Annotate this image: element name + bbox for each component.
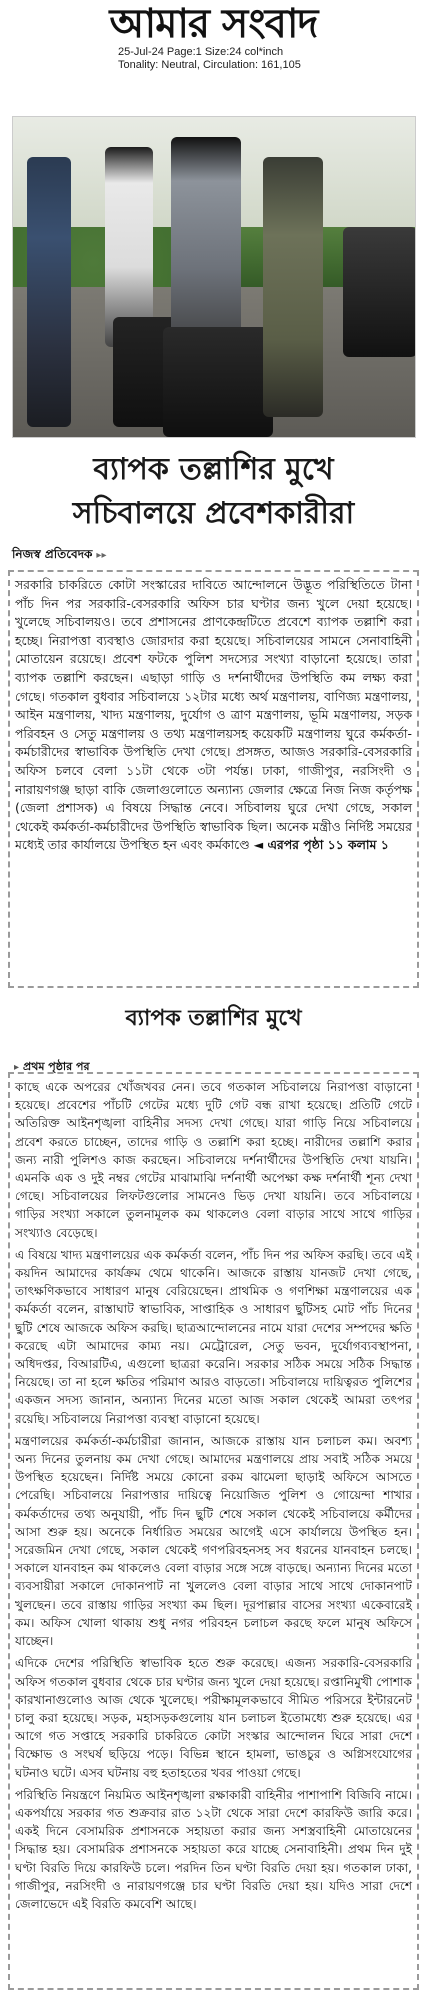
photo-rider-2 bbox=[171, 137, 241, 357]
from-page-text: প্রথম পৃষ্ঠার পর bbox=[23, 1060, 90, 1073]
continuation-article-box bbox=[8, 1072, 419, 1990]
lead-paragraph bbox=[15, 576, 412, 855]
clipping-meta-date-page: 25-Jul-24 Page:1 Size:24 col*inch bbox=[118, 46, 284, 58]
lead-article-box bbox=[8, 570, 419, 988]
continuation-paragraph-5: পরিস্থিতি নিয়ন্ত্রণে নিয়মিত আইনশৃঙ্খলা রক্ষাকারী বাহিনীর পাশাপাশি বিজিবি নামে। একপর্যায়ে সরকার গত শুক্রবার রাত ১২টা থেকে সারা দেশে কারফিউ জারি করে। একই দিনে বেসামরিক প্রশাসনকে সহায়তা করার জন্য সশস্ত্রবাহিনী মোতায়েনের সিদ্ধান্ত হয়। বেসামরিক প্রশাসনকে সহায়তা করে যাচ্ছে সেনাবাহিনী। প্রথম দিন দুই ঘণ্টা বিরতি দিয়ে কারফিউ চলে। পরদিন তিন ঘণ্টা বিরতি দেয়া হয়। গতকাল ঢাকা, গাজীপুর, নরসিংদী ও নারায়ণগঞ্জে চার ঘণ্টা বিরতি দেয়া হয়। যদিও সারা দেশে জেলাভেদে এই বিরতি কমবেশি আছে। bbox=[15, 1787, 412, 1911]
photo-motorcycle-3 bbox=[343, 227, 416, 357]
headline-line-2: সচিবালয়ে প্রবেশকারীরা bbox=[72, 496, 355, 531]
continued-on-note: ◄ এরপর পৃষ্ঠা ১১ কলাম ১ bbox=[253, 837, 389, 853]
continuation-heading: ব্যাপক তল্লাশির মুখে bbox=[125, 1006, 302, 1031]
continuation-paragraph-4: এদিকে দেশের পরিস্থিতি স্বাভাবিক হতে শুরু করেছে। এজন্য সরকারি-বেসরকারি অফিস গতকাল বুধবার থেকে চার ঘণ্টার জন্য খুলে দেয়া হয়েছে। রপ্তানিমুখী পোশাক কারখানাগুলোও আজ থেকে খুলেছে। পরীক্ষামূলকভাবে সীমিত পরিসরে ইন্টারনেট চালু করা হয়েছে। সড়ক, মহাসড়কগুলোয় যান চলাচল ইতোমধ্যে শুরু হয়েছে। এর আগে গত সপ্তাহে সরকারি চাকরিতে কোটা সংস্কার আন্দোলন ঘিরে সারা দেশে বিক্ষোভ ও সংঘর্ষ ছড়িয়ে পড়ে। বিভিন্ন স্থানে হামলা, ভাঙচুর ও অগ্নিসংযোগের ঘটনাও ঘটে। এসব ঘটনায় বহু হতাহতের খবর পাওয়া গেছে। bbox=[15, 1656, 412, 1780]
main-headline bbox=[0, 448, 427, 536]
from-page-arrow-icon: ▸ bbox=[14, 1062, 20, 1073]
continuation-paragraph-1: কাছে একে অপরের খোঁজখবর নেন। তবে গতকাল সচিবালয়ে নিরাপত্তা বাড়ানো হয়েছে। প্রবেশের পাঁচটি গেটের মধ্যে দুটি গেট বন্ধ রাখা হয়েছে। প্রতিটি গেটে অতিরিক্ত আইনশৃঙ্খলা বাহিনীর সদস্য দেখা গেছে। যারা গাড়ি নিয়ে সচিবালয়ে প্রবেশ করতে চাচ্ছেন, তাদের গাড়ি ও তল্লাশি করা হচ্ছে। নারীদের তল্লাশি করার জন্য নারী পুলিশও কাজ করছেন। সচিবালয়ে দর্শনার্থীদের উপস্থিতি দেখা যায়নি। এমনকি এক ও দুই নম্বর গেটের মাঝামাঝি দর্শনার্থী অপেক্ষা কক্ষ দর্শনার্থী শূন্য দেখা গেছে। সচিবালয়ের লিফটগুলোর সামনেও ভিড় দেখা যায়নি। তবে সচিবালয়ে গাড়ির সংখ্যা সকালে তুলনামূলক কম থাকলেও বেলা বাড়ার সাথে সাথে গাড়ির সংখ্যাও বেড়েছে। bbox=[15, 1080, 412, 1240]
photo-soldier bbox=[263, 157, 323, 417]
masthead bbox=[0, 0, 427, 112]
byline-text: নিজস্ব প্রতিবেদক bbox=[12, 547, 93, 561]
photo-motorcycle-2 bbox=[163, 327, 273, 437]
news-photo bbox=[12, 116, 416, 438]
byline-arrow-icon: ▸▸ bbox=[96, 550, 107, 561]
newspaper-logo: আমার সংবাদ bbox=[109, 0, 318, 47]
clipping-meta-tonality: Tonality: Neutral, Circulation: 161,105 bbox=[118, 59, 301, 71]
lead-text: সরকারি চাকরিতে কোটা সংস্কারের দাবিতে আন্দোলনে উদ্ভূত পরিস্থিতিতে টানা পাঁচ দিন পর সরকারি-বেসরকারি অফিস চার ঘণ্টার জন্য খুলে দেয়া হয়েছে। খুলেছে সচিবালয়ও। তবে প্রশাসনের প্রাণকেন্দ্রটিতে প্রবেশে ব্যাপক তল্লাশি করা হচ্ছে। নিরাপত্তা ব্যবস্থাও জোরদার করা হয়েছে। সচিবালয়ের সামনে সেনাবাহিনী মোতায়েন রয়েছে। প্রবেশ ফটকে পুলিশ সদস্যের সংখ্যা বাড়ানো হয়েছে। তারা ব্যাপক তল্লাশি করছেন। এছাড়া গাড়ি ও দর্শনার্থীদের উপস্থিতি কম লক্ষ্য করা গেছে। গতকাল বুধবার সচিবালয়ে ১২টার মধ্যে অর্থ মন্ত্রণালয়, বাণিজ্য মন্ত্রণালয়, আইন মন্ত্রণালয়, খাদ্য মন্ত্রণালয়, দুর্যোগ ও ত্রাণ মন্ত্রণালয়, ভূমি মন্ত্রণালয়, সড়ক পরিবহন ও সেতু মন্ত্রণালয় ও তথ্য মন্ত্রণালয়সহ কয়েকটি মন্ত্রণালয় ঘুরে কর্মকর্তা-কর্মচারীদের স্বাভাবিক উপস্থিতি দেখা গেছে। প্রসঙ্গত, আজও সরকারি-বেসরকারি অফিস চলবে বেলা ১১টা থেকে ৩টা পর্যন্ত। ঢাকা, গাজীপুর, নরসিংদী ও নারায়ণগঞ্জ ছাড়া বাকি জেলাগুলোতে অন্যান্য জেলার ক্ষেত্রে নিজ নিজ কর্তৃপক্ষ (জেলা প্রশাসক) এ বিষয়ে সিদ্ধান্ত নেবে। সচিবালয় ঘুরে দেখা গেছে, সকাল থেকেই কর্মকর্তা-কর্মচারীদের উপস্থিতি স্বাভাবিক ছিল। অনেক মন্ত্রীও নির্দিষ্ট সময়ের মধ্যেই তার কার্যালয়ে উপস্থিত হন এবং কর্মকাণ্ডে bbox=[15, 577, 412, 853]
headline-line-1: ব্যাপক তল্লাশির মুখে bbox=[93, 452, 334, 487]
continuation-paragraph-3: মন্ত্রণালয়ের কর্মকর্তা-কর্মচারীরা জানান, আজকে রাস্তায় যান চলাচল কম। অবশ্য অন্য দিনের তুলনায় কম দেখা গেছে। আমাদের মন্ত্রণালয়ে প্রায় সবাই সঠিক সময়ে উপস্থিত হয়েছেন। নির্দিষ্ট সময়ে কোনো রকম ঝামেলা ছাড়াই অফিসে আসতে পেরেছি। সচিবালয়ে নিরাপত্তার দায়িত্বে নিয়োজিত পুলিশ ও গোয়েন্দা শাখার কর্মকর্তাদের তথ্য অনুযায়ী, পাঁচ দিন ছুটি শেষে সকাল থেকেই সচিবালয়ে কর্মীদের আসা শুরু হয়। অনেকে নির্ধারিত সময়ের আগেই এসে কার্যালয়ে উপস্থিত হন। সরেজমিন দেখা গেছে, সকাল থেকেই গণপরিবহনসহ সব ধরনের যানবাহন চলছে। সকালে যানবাহন কম থাকলেও বেলা বাড়ার সঙ্গে সঙ্গে বাড়ছে। অন্যান্য দিনের মতো ব্যবসায়ীরা সকালে দোকানপাট না খুললেও বেলা বাড়ার সাথে সাথে দোকানপাট খুলছেন। তবে রাস্তায় গাড়ির সংখ্যা কম ছিল। দূরপাল্লার বাসের সংখ্যা একেবারেই কম। অফিস খোলা থাকায় শুধু নগর পরিবহন চলাচল করছে ফলে মানুষ অফিসে যাচ্ছেন। bbox=[15, 1433, 412, 1649]
photo-police-officer bbox=[27, 157, 71, 427]
continuation-paragraph-2: এ বিষয়ে খাদ্য মন্ত্রণালয়ের এক কর্মকর্তা বলেন, পাঁচ দিন পর অফিস করছি। তবে এই কয়দিন আমাদের কার্যক্রম থেমে থাকেনি। আজকে রাস্তায় যানজট দেখা গেছে, তাৎক্ষণিকভাবে সাধারণ মানুষ বেরিয়েছেন। প্রাথমিক ও গণশিক্ষা মন্ত্রণালয়ের এক কর্মকর্তা বলেন, রাস্তাঘাট স্বাভাবিক, সাপ্তাহিক ও সাধারণ ছুটিসহ মোট পাঁচ দিনের ছুটি শেষে আজকে অফিস করছি। ছাত্রআন্দোলনের নামে যারা দেশের সম্পদের ক্ষতি করেছে এটা আমাদের কাম্য নয়। মেট্রোরেল, সেতু ভবন, দুর্যোগব্যবস্থাপনা, অধিদপ্তর, বিআরটিএ, এগুলো ছাত্ররা করেনি। সরকার সঠিক সময়ে সঠিক সিদ্ধান্ত নিয়েছে। তা না হলে ক্ষতির পরিমাণ আরও বাড়তো। সচিবালয়ে দায়িত্বরত পুলিশের একজন সদস্য জানান, অন্যান্য দিনের মতো আজ সকাল থেকেই আমরা তৎপর রয়েছি। সচিবালয়ে নিরাপত্তা ব্যবস্থা বাড়ানো হয়েছে। bbox=[15, 1247, 412, 1426]
byline bbox=[12, 546, 106, 566]
